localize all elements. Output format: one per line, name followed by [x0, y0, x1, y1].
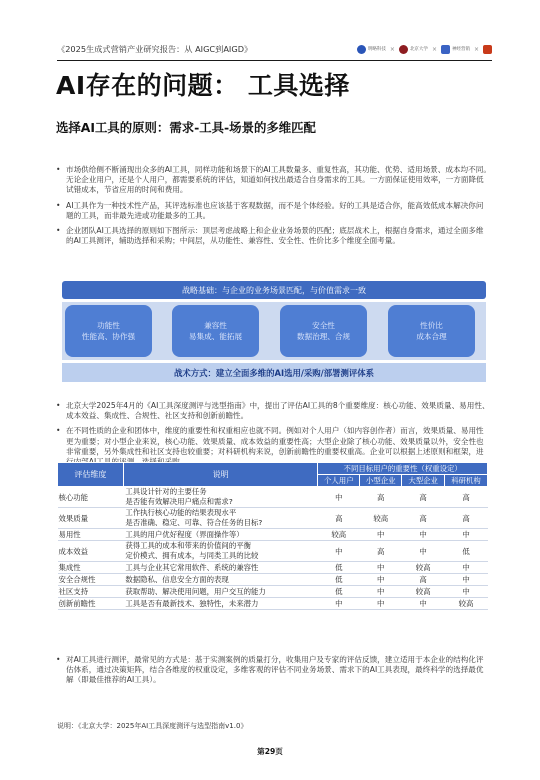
box-detail: 易集成、能拓展 [188, 332, 243, 341]
dimension-box-cost-performance [388, 305, 475, 357]
bullet-item: • AI工具作为一种技术性产品，其评选标准也应该基于客观数据，而不是个体经验。好的工具是适合你，能高效低成本解决你问题的工具，而非最先进或功能最多的工具。 [56, 201, 491, 221]
table-row [58, 529, 488, 541]
mingluo-logo-icon [357, 45, 366, 54]
partner-logos [357, 45, 492, 54]
logo-neuro: 神经营销 [441, 45, 470, 54]
dimension-cell: 核心功能 [58, 487, 124, 508]
weight-cell: 高 [402, 508, 445, 529]
weight-cell: 低 [318, 586, 360, 598]
source-note: 说明：《北京大学：2025年AI工具深度测评与选型指南v1.0》 [57, 722, 248, 730]
weight-cell: 中 [445, 574, 488, 586]
description-cell: 获得工具的成本和带来的价值间的平衡 定价模式、拥有成本，与同类工具的比较 [123, 541, 318, 562]
weight-cell: 中 [360, 598, 402, 610]
section-subtitle: 选择AI工具的原则：需求-工具-场景的多维匹配 [56, 120, 316, 135]
header-user-type: 小型企业 [360, 475, 402, 487]
description-cell: 工具设计针对的主要任务 是否能有效解决用户痛点和需求? [123, 487, 318, 508]
weight-cell: 中 [402, 598, 445, 610]
strategy-band: 战略基础：与企业的业务场景匹配，与价值需求一致 [62, 281, 486, 299]
weight-cell: 较高 [318, 529, 360, 541]
table-row [58, 487, 488, 508]
weight-cell: 中 [318, 541, 360, 562]
bullet-item: • 北京大学2025年4月的《AI工具深度测评与选型指南》中，提出了评估AI工具的8个重要维度：核心功能、效果质量、易用性、成本效益、集成性、合规性、社区支持和创新前瞻性。 [56, 401, 491, 421]
weight-cell: 较高 [402, 562, 445, 574]
header-dimension: 评估维度 [58, 463, 124, 487]
weight-cell: 高 [402, 487, 445, 508]
method-bullets [56, 655, 491, 691]
box-title: 功能性 [97, 321, 120, 330]
logo-partner [483, 45, 492, 54]
weight-cell: 低 [318, 562, 360, 574]
weight-cell: 高 [445, 508, 488, 529]
box-title: 兼容性 [204, 321, 227, 330]
table-row [58, 508, 488, 529]
header-divider [57, 60, 492, 61]
weight-cell: 较高 [360, 508, 402, 529]
bullet-item: • 对AI工具进行测评，最常见的方式是：基于实测案例的质量打分，收集用户及专家的评估反馈，建立适用于本企业的结构化评估体系，通过决策矩阵，结合各维度的权重设定，多维客观的评估不同业务场景、需求下的AI工具表现，最终科学的选择最优解（即最佳推荐的AI工具）。 [56, 655, 491, 686]
page-number: 第29页 [257, 747, 283, 756]
weight-cell: 中 [445, 562, 488, 574]
table-row [58, 598, 488, 610]
page-title: AI存在的问题： 工具选择 [56, 71, 350, 100]
weight-cell: 较高 [445, 598, 488, 610]
box-title: 性价比 [420, 321, 443, 330]
logo-separator: × [473, 45, 479, 53]
weight-cell: 中 [402, 529, 445, 541]
weight-cell: 高 [360, 487, 402, 508]
header-user-type: 大型企业 [402, 475, 445, 487]
description-cell: 工具的用户优好程度（界面操作等） [123, 529, 318, 541]
dimension-band [62, 302, 486, 360]
header-user-type: 个人用户 [318, 475, 360, 487]
tactics-band: 战术方式：建立全面多维的AI选用/采购/部署测评体系 [62, 363, 486, 382]
weight-cell: 低 [318, 574, 360, 586]
description-cell: 数据隐私、信息安全方面的表现 [123, 574, 318, 586]
description-cell: 工作执行核心功能的结果表现水平 是否准确、稳定、可靠、符合任务的目标? [123, 508, 318, 529]
logo-separator: × [389, 45, 395, 53]
table-row [58, 586, 488, 598]
weight-cell: 低 [445, 541, 488, 562]
dimension-cell: 集成性 [58, 562, 124, 574]
table-row [58, 574, 488, 586]
weight-cell: 中 [360, 562, 402, 574]
box-detail: 数据治理、合规 [296, 332, 351, 341]
weight-cell: 较高 [402, 586, 445, 598]
logo-mingluo: 明略科技 [357, 45, 386, 54]
dimension-cell: 成本效益 [58, 541, 124, 562]
dimension-box-functionality [65, 305, 152, 357]
weight-cell: 高 [445, 487, 488, 508]
pku-seal-icon [399, 45, 408, 54]
description-cell: 工具是否有最新技术、独特性，未来潜力 [123, 598, 318, 610]
weight-cell: 中 [402, 541, 445, 562]
box-title: 安全性 [312, 321, 335, 330]
dimension-cell: 创新前瞻性 [58, 598, 124, 610]
weight-cell: 中 [445, 586, 488, 598]
report-title: 《2025生成式营销产业研究报告：从 AIGC到AIGD》 [57, 43, 253, 54]
box-detail: 成本合理 [416, 332, 447, 341]
bullet-item: • 市场供给侧不断涌现出众多的AI工具，同样功能和场景下的AI工具数量多、重复性高，其功能、优势、适用场景、成本均不同。无论企业用户，还是个人用户，都需要系统的评估，知道如何找出最适合自身需求的工具。一方面保证使用效率，一方面降低试错成本，节省应用的时间和费用。 [56, 165, 491, 196]
dimension-cell: 易用性 [58, 529, 124, 541]
neuro-logo-icon [441, 45, 450, 54]
bullet-item: • 在不同性质的企业和团体中，维度的重要性和权重相应也就不同。例如对个人用户（如内容创作者）而言，效果质量、易用性更为重要；对小型企业来说，核心功能、效果质量、成本效益的重要性高；大型企业除了核心功能、效果质量以外，安全性也非常重要，另外集成性和社区支持也较重要；对科研机构来说，创新前瞻性的重要权重高。企业可以根据上述原则和框架，进 [56, 426, 491, 467]
dimension-box-compatibility [172, 305, 259, 357]
selection-framework-diagram [62, 281, 486, 382]
bullet-item: • 企业团队AI工具选择的原则如下图所示：顶层考虑战略上和企业业务场景的匹配；底层战术上，根据自身需求，通过全面多维的AI工具测评，辅助选择和采购；中间层，从功能性、兼容性、安全性、性价比多个维度全面考量。 [56, 226, 491, 246]
dimension-cell: 安全合规性 [58, 574, 124, 586]
weight-cell: 中 [445, 529, 488, 541]
table-row [58, 562, 488, 574]
header-weight-group: 不同目标用户的重要性（权重设定） [318, 463, 488, 475]
logo-pku: 北京大学 [399, 45, 428, 54]
weight-cell: 中 [318, 598, 360, 610]
table-row [58, 541, 488, 562]
box-detail: 性能高、协作强 [81, 332, 136, 341]
dimension-cell: 效果质量 [58, 508, 124, 529]
header-user-type: 科研机构 [445, 475, 488, 487]
logo-separator: × [431, 45, 437, 53]
dimension-cell: 社区支持 [58, 586, 124, 598]
partner-logo-icon [483, 45, 492, 54]
weight-cell: 高 [318, 508, 360, 529]
weight-cell: 中 [360, 586, 402, 598]
weight-cell: 中 [360, 529, 402, 541]
weight-cell: 中 [318, 487, 360, 508]
header-description: 说明 [123, 463, 318, 487]
weight-cell: 中 [360, 574, 402, 586]
description-cell: 工具与企业其它常用软件、系统的兼容性 [123, 562, 318, 574]
page-header [57, 40, 492, 58]
weight-cell: 高 [402, 574, 445, 586]
dimension-box-security [280, 305, 367, 357]
description-cell: 获取帮助、解决使用问题，用户交互的能力 [123, 586, 318, 598]
intro-bullets [56, 165, 491, 251]
evaluation-dimensions-table [57, 462, 488, 610]
weight-cell: 高 [360, 541, 402, 562]
